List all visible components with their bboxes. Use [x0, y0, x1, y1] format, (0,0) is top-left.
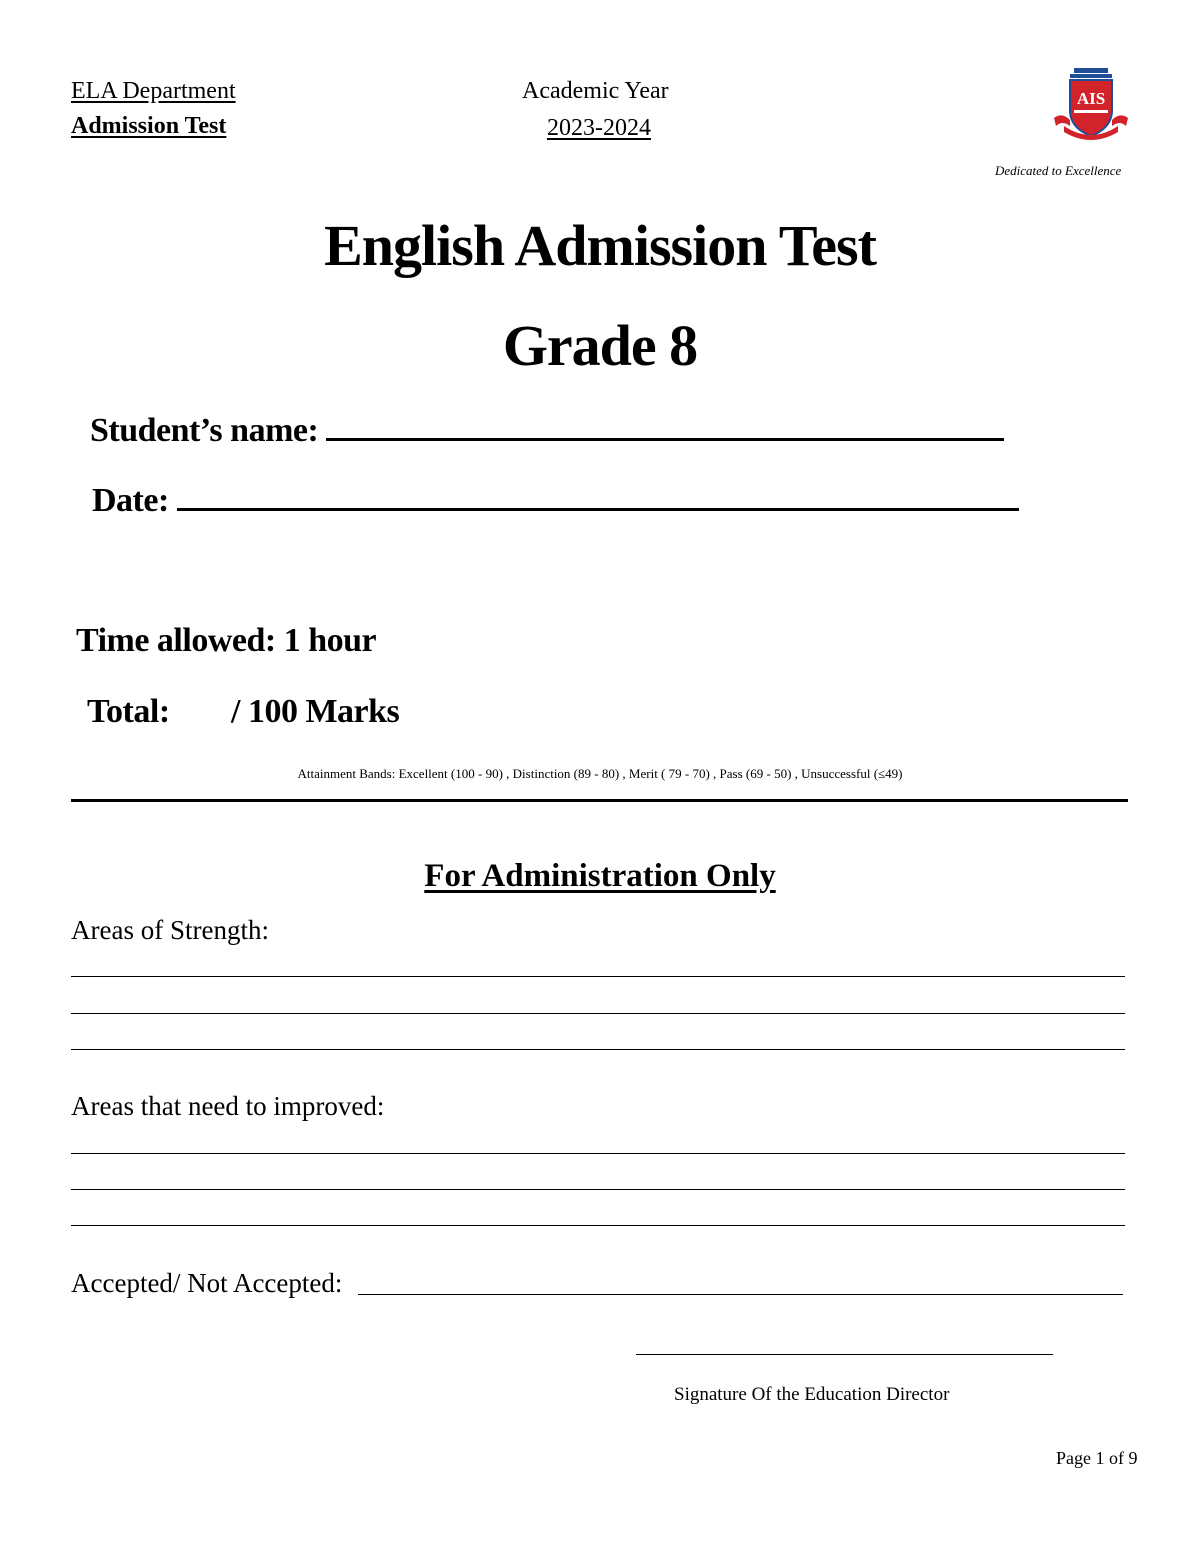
time-allowed: Time allowed: 1 hour — [76, 622, 377, 659]
school-motto: Dedicated to Excellence — [995, 163, 1122, 178]
signature-line[interactable] — [636, 1354, 1053, 1355]
improve-line-3[interactable] — [71, 1225, 1125, 1226]
grade-title: Grade 8 — [502, 313, 698, 378]
logo-text: AIS — [1076, 89, 1106, 108]
improve-line-2[interactable] — [71, 1189, 1125, 1190]
admin-heading: For Administration Only — [424, 858, 776, 894]
page-number: Page 1 of 9 — [1056, 1448, 1138, 1468]
page-title: English Admission Test — [324, 213, 876, 278]
school-logo — [1050, 66, 1132, 144]
date-line[interactable] — [177, 508, 1019, 511]
improve-line-1[interactable] — [71, 1153, 1125, 1154]
attainment-bands: Attainment Bands: Excellent (100 - 90) , Distinction (89 - 80) , Merit ( 79 - 70) , Pass (69 - 50) , Unsuccessful (≤49) — [297, 766, 903, 781]
date-label: Date: — [92, 482, 169, 519]
total-marks: / 100 Marks — [231, 693, 400, 730]
section-divider — [71, 799, 1128, 802]
improve-label: Areas that need to improved: — [71, 1091, 385, 1121]
strengths-label: Areas of Strength: — [71, 915, 269, 945]
signature-label: Signature Of the Education Director — [674, 1384, 950, 1405]
strengths-line-3[interactable] — [71, 1049, 1125, 1050]
accepted-line[interactable] — [358, 1294, 1123, 1295]
academic-year-value: 2023-2024 — [547, 115, 651, 141]
date-field[interactable] — [92, 482, 1019, 520]
student-name-line[interactable] — [326, 438, 1004, 441]
department-label: ELA Department — [71, 78, 236, 104]
student-name-field[interactable] — [90, 412, 1004, 450]
academic-year-label: Academic Year — [522, 78, 669, 104]
strengths-line-1[interactable] — [71, 976, 1125, 977]
strengths-line-2[interactable] — [71, 1013, 1125, 1014]
test-name-label: Admission Test — [71, 113, 227, 139]
crest-icon — [1050, 66, 1132, 144]
student-name-label: Student’s name: — [90, 412, 319, 449]
accepted-label: Accepted/ Not Accepted: — [71, 1268, 343, 1298]
total-label: Total: — [87, 693, 170, 730]
